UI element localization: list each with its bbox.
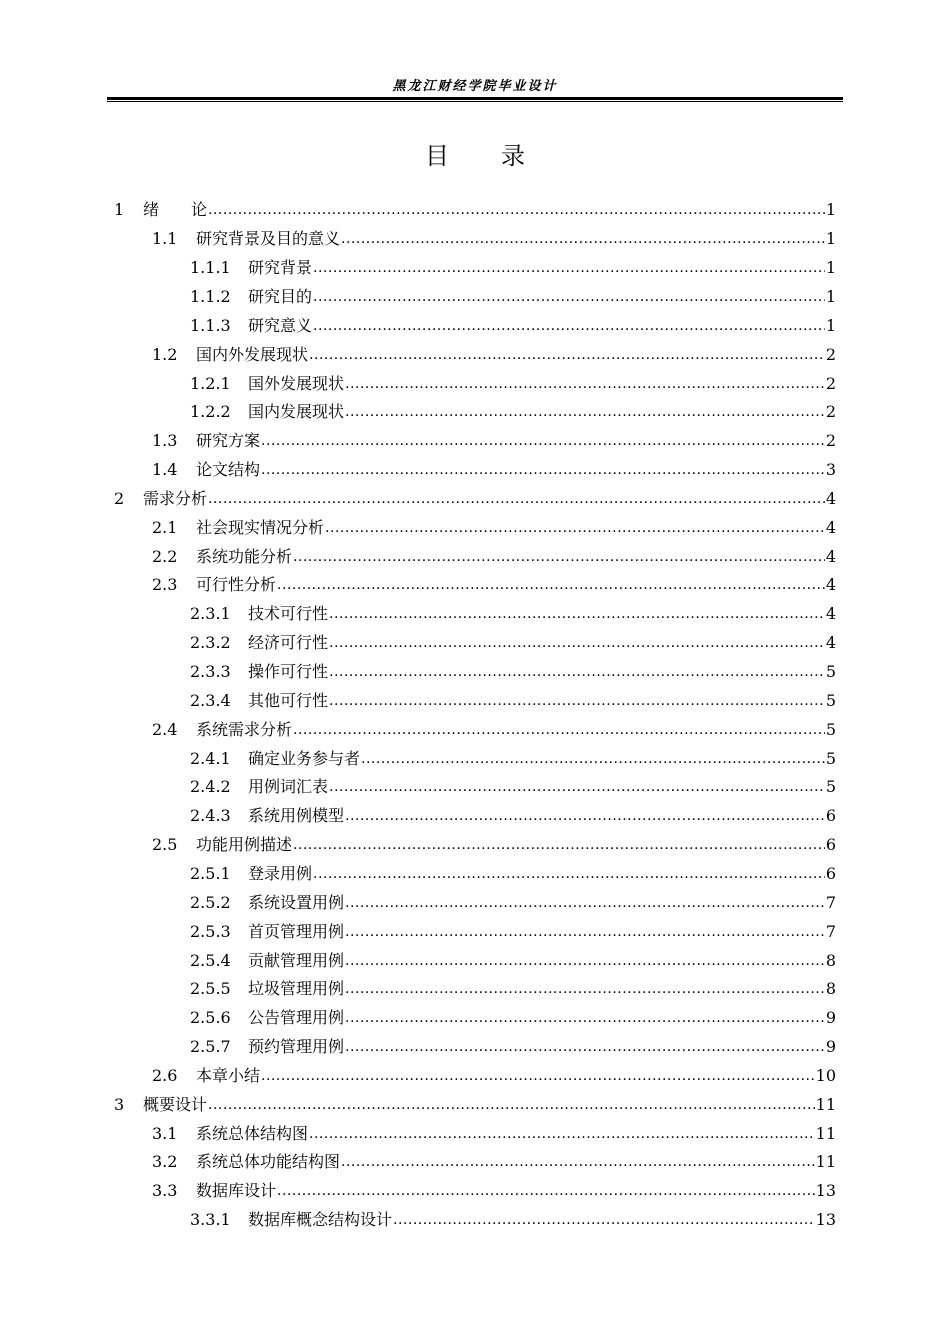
toc-entry-label: 研究背景 (248, 258, 313, 278)
toc-entry[interactable] (190, 1206, 836, 1235)
toc-entry-page: 11 (815, 1152, 836, 1172)
toc-dot-leader (293, 547, 825, 567)
toc-dot-leader (341, 229, 825, 249)
toc-entry-number: 1.1.3 (190, 315, 231, 335)
toc-entry[interactable] (152, 715, 836, 744)
toc-entry-label: 首页管理用例 (248, 921, 345, 941)
toc-entry-number: 1.1.1 (190, 258, 231, 278)
toc-entry-label: 系统总体功能结构图 (196, 1152, 341, 1172)
header-rule-thick (107, 97, 843, 100)
toc-entry-number: 1.3 (152, 431, 178, 451)
toc-entry-number: 2.1 (152, 517, 178, 537)
toc-dot-leader (293, 835, 825, 855)
toc-dot-leader (341, 1152, 815, 1172)
toc-title-right: 录 (501, 142, 525, 170)
toc-entry[interactable] (152, 831, 836, 860)
toc-entry-number: 2 (114, 488, 125, 508)
toc-entry-label: 数据库设计 (196, 1181, 277, 1201)
toc-entry-label: 功能用例描述 (196, 835, 293, 855)
toc-dot-leader (313, 287, 825, 307)
toc-entry-page: 8 (825, 950, 836, 970)
toc-entry[interactable] (190, 600, 836, 629)
toc-dot-leader (293, 720, 825, 740)
toc-entry-label: 数据库概念结构设计 (248, 1210, 393, 1230)
toc-entry[interactable] (152, 513, 836, 542)
toc-entry-page: 11 (815, 1094, 836, 1114)
toc-entry[interactable] (190, 975, 836, 1004)
toc-dot-leader (393, 1210, 815, 1230)
toc-entry-number: 2.5.7 (190, 1037, 231, 1057)
toc-entry-page: 2 (825, 402, 836, 422)
toc-entry-label: 本章小结 (196, 1065, 261, 1085)
toc-dot-leader (345, 979, 825, 999)
toc-entry-page: 6 (825, 835, 836, 855)
toc-entry-page: 4 (825, 633, 836, 653)
toc-entry-page: 13 (815, 1181, 836, 1201)
toc-entry[interactable] (190, 773, 836, 802)
toc-dot-leader (345, 951, 825, 971)
toc-dot-leader (261, 431, 825, 451)
toc-entry-page: 5 (825, 777, 836, 797)
toc-dot-leader (208, 1095, 815, 1115)
toc-entry-number: 1.2 (152, 344, 178, 364)
toc-entry[interactable] (190, 744, 836, 773)
toc-entry-page: 5 (825, 690, 836, 710)
toc-entry-number: 2.5.3 (190, 921, 231, 941)
toc-entry-label: 操作可行性 (248, 662, 329, 682)
toc-entry[interactable] (152, 1177, 836, 1206)
toc-entry-label: 用例词汇表 (248, 777, 329, 797)
toc-entry-label: 预约管理用例 (248, 1037, 345, 1057)
toc-entry-page: 11 (815, 1123, 836, 1143)
toc-entry-number: 1 (114, 200, 125, 220)
toc-entry-number: 2.3.3 (190, 662, 231, 682)
toc-entry-number: 3 (114, 1094, 125, 1114)
toc-entry[interactable] (190, 917, 836, 946)
toc-entry[interactable] (190, 802, 836, 831)
toc-entry-number: 2.2 (152, 546, 178, 566)
toc-entry-label: 系统总体结构图 (196, 1123, 309, 1143)
toc-dot-leader (345, 893, 825, 913)
toc-entry-number: 1.2.2 (190, 402, 231, 422)
toc-entry[interactable] (190, 860, 836, 889)
toc-entry[interactable] (190, 398, 836, 427)
toc-entry-number: 2.4.2 (190, 777, 231, 797)
toc-entry-label: 系统设置用例 (248, 892, 345, 912)
toc-entry[interactable] (190, 888, 836, 917)
toc-entry[interactable] (190, 629, 836, 658)
toc-dot-leader (345, 1037, 825, 1057)
toc-dot-leader (329, 662, 825, 682)
toc-entry-label: 垃圾管理用例 (248, 979, 345, 999)
toc-entry-label: 贡献管理用例 (248, 950, 345, 970)
toc-entry-number: 2.5.1 (190, 863, 231, 883)
toc-entry[interactable] (152, 1148, 836, 1177)
toc-entry-page: 1 (825, 258, 836, 278)
toc-entry-page: 6 (825, 806, 836, 826)
toc-title-left: 目 (425, 142, 449, 170)
toc-entry-label: 登录用例 (248, 863, 313, 883)
toc-entry-label: 确定业务参与者 (248, 748, 361, 768)
toc-entry-page: 2 (825, 344, 836, 364)
toc-entry-number: 2.6 (152, 1065, 178, 1085)
toc-entry[interactable] (190, 1033, 836, 1062)
toc-dot-leader (345, 806, 825, 826)
toc-entry-label: 研究背景及目的意义 (196, 229, 341, 249)
toc-entry[interactable] (152, 1119, 836, 1148)
toc-entry-label: 可行性分析 (196, 575, 277, 595)
toc-entry-number: 3.2 (152, 1152, 178, 1172)
toc-dot-leader (313, 316, 825, 336)
toc-entry-page: 10 (815, 1065, 836, 1085)
toc-entry-page: 1 (825, 229, 836, 249)
toc-entry-page: 1 (825, 200, 836, 220)
toc-entry-page: 5 (825, 662, 836, 682)
toc-entry-page: 7 (825, 921, 836, 941)
toc-entry-label: 其他可行性 (248, 690, 329, 710)
toc-dot-leader (309, 1124, 815, 1144)
toc-entry-label: 国内外发展现状 (196, 344, 309, 364)
toc-entry-number: 2.5.6 (190, 1008, 231, 1028)
toc-entry-number: 1.1.2 (190, 286, 231, 306)
toc-entry-page: 5 (825, 719, 836, 739)
toc-entry[interactable] (190, 946, 836, 975)
toc-dot-leader (309, 345, 825, 365)
toc-entry-label: 系统用例模型 (248, 806, 345, 826)
toc-entry[interactable] (190, 658, 836, 687)
toc-entry-label: 需求分析 (143, 488, 208, 508)
toc-entry-page: 3 (825, 460, 836, 480)
toc-entry[interactable] (152, 340, 836, 369)
toc-entry-number: 2.4 (152, 719, 178, 739)
toc-entry-number: 3.3.1 (190, 1210, 231, 1230)
toc-entry[interactable] (190, 311, 836, 340)
toc-dot-leader (208, 200, 825, 220)
toc-entry-label: 研究目的 (248, 286, 313, 306)
toc-entry-page: 2 (825, 431, 836, 451)
toc-entry-page: 4 (825, 575, 836, 595)
toc-dot-leader (313, 258, 825, 278)
toc-entry-label: 绪 论 (143, 200, 208, 220)
toc-entry-number: 1.4 (152, 460, 178, 480)
header-rule-thin (107, 101, 843, 102)
toc-entry-number: 2.4.3 (190, 806, 231, 826)
toc-entry-page: 4 (825, 488, 836, 508)
toc-entry-label: 论文结构 (196, 460, 261, 480)
toc-dot-leader (329, 633, 825, 653)
toc-entry[interactable] (190, 369, 836, 398)
toc-entry-number: 3.3 (152, 1181, 178, 1201)
toc-entry-number: 2.5.4 (190, 950, 231, 970)
toc-entry-number: 1.2.1 (190, 373, 231, 393)
toc-entry-page: 4 (825, 604, 836, 624)
toc-dot-leader (277, 575, 825, 595)
toc-dot-leader (277, 1181, 815, 1201)
toc-title (0, 140, 950, 172)
toc-entry-page: 6 (825, 863, 836, 883)
toc-entry-page: 8 (825, 979, 836, 999)
toc-entry-label: 系统功能分析 (196, 546, 293, 566)
toc-entry-label: 研究方案 (196, 431, 261, 451)
toc-entry[interactable] (190, 1004, 836, 1033)
toc-entry-page: 9 (825, 1037, 836, 1057)
toc-entry-label: 技术可行性 (248, 604, 329, 624)
toc-entry-page: 4 (825, 517, 836, 537)
toc-dot-leader (329, 777, 825, 797)
toc-entry[interactable] (152, 427, 836, 456)
toc-dot-leader (329, 604, 825, 624)
toc-dot-leader (345, 374, 825, 394)
toc-entry-page: 13 (815, 1210, 836, 1230)
toc-entry[interactable] (152, 456, 836, 485)
toc-entry-label: 公告管理用例 (248, 1008, 345, 1028)
page-header: 黑龙江财经学院毕业设计 (392, 79, 558, 94)
toc-entry-label: 系统需求分析 (196, 719, 293, 739)
toc-entry-number: 2.5.5 (190, 979, 231, 999)
toc-dot-leader (345, 1008, 825, 1028)
toc-entry-label: 研究意义 (248, 315, 313, 335)
toc-dot-leader (325, 518, 825, 538)
toc-entry-number: 3.1 (152, 1123, 178, 1143)
toc-entry-label: 社会现实情况分析 (196, 517, 325, 537)
toc-entry-page: 7 (825, 892, 836, 912)
toc-entry-number: 1.1 (152, 229, 178, 249)
toc-entry-page: 4 (825, 546, 836, 566)
toc-dot-leader (329, 691, 825, 711)
toc-dot-leader (261, 1066, 815, 1086)
toc-entry-number: 2.3 (152, 575, 178, 595)
toc-dot-leader (345, 922, 825, 942)
toc-entry-label: 经济可行性 (248, 633, 329, 653)
toc-entry-number: 2.5.2 (190, 892, 231, 912)
toc-entry[interactable] (152, 571, 836, 600)
toc-entry[interactable] (190, 254, 836, 283)
toc-dot-leader (261, 460, 825, 480)
toc-entry[interactable] (114, 1090, 836, 1119)
toc-entry-number: 2.3.2 (190, 633, 231, 653)
toc-dot-leader (208, 489, 825, 509)
toc-entry-number: 2.4.1 (190, 748, 231, 768)
toc-entry[interactable] (114, 485, 836, 514)
toc-entry-page: 1 (825, 286, 836, 306)
toc-entry[interactable] (152, 225, 836, 254)
toc-entry-page: 2 (825, 373, 836, 393)
toc-entry[interactable] (190, 283, 836, 312)
toc-dot-leader (345, 402, 825, 422)
toc-entry-number: 2.3.1 (190, 604, 231, 624)
toc-entry-number: 2.5 (152, 835, 178, 855)
toc-entry-label: 国内发展现状 (248, 402, 345, 422)
toc-entry-page: 9 (825, 1008, 836, 1028)
toc-entry-page: 5 (825, 748, 836, 768)
toc-dot-leader (313, 864, 825, 884)
toc-entry[interactable] (152, 542, 836, 571)
toc-entry[interactable] (114, 196, 836, 225)
toc-entry[interactable] (190, 686, 836, 715)
toc-entry[interactable] (152, 1062, 836, 1091)
toc-entry-number: 2.3.4 (190, 690, 231, 710)
toc-entry-label: 概要设计 (143, 1094, 208, 1114)
toc-entry-label: 国外发展现状 (248, 373, 345, 393)
toc-entry-page: 1 (825, 315, 836, 335)
toc-dot-leader (361, 749, 825, 769)
